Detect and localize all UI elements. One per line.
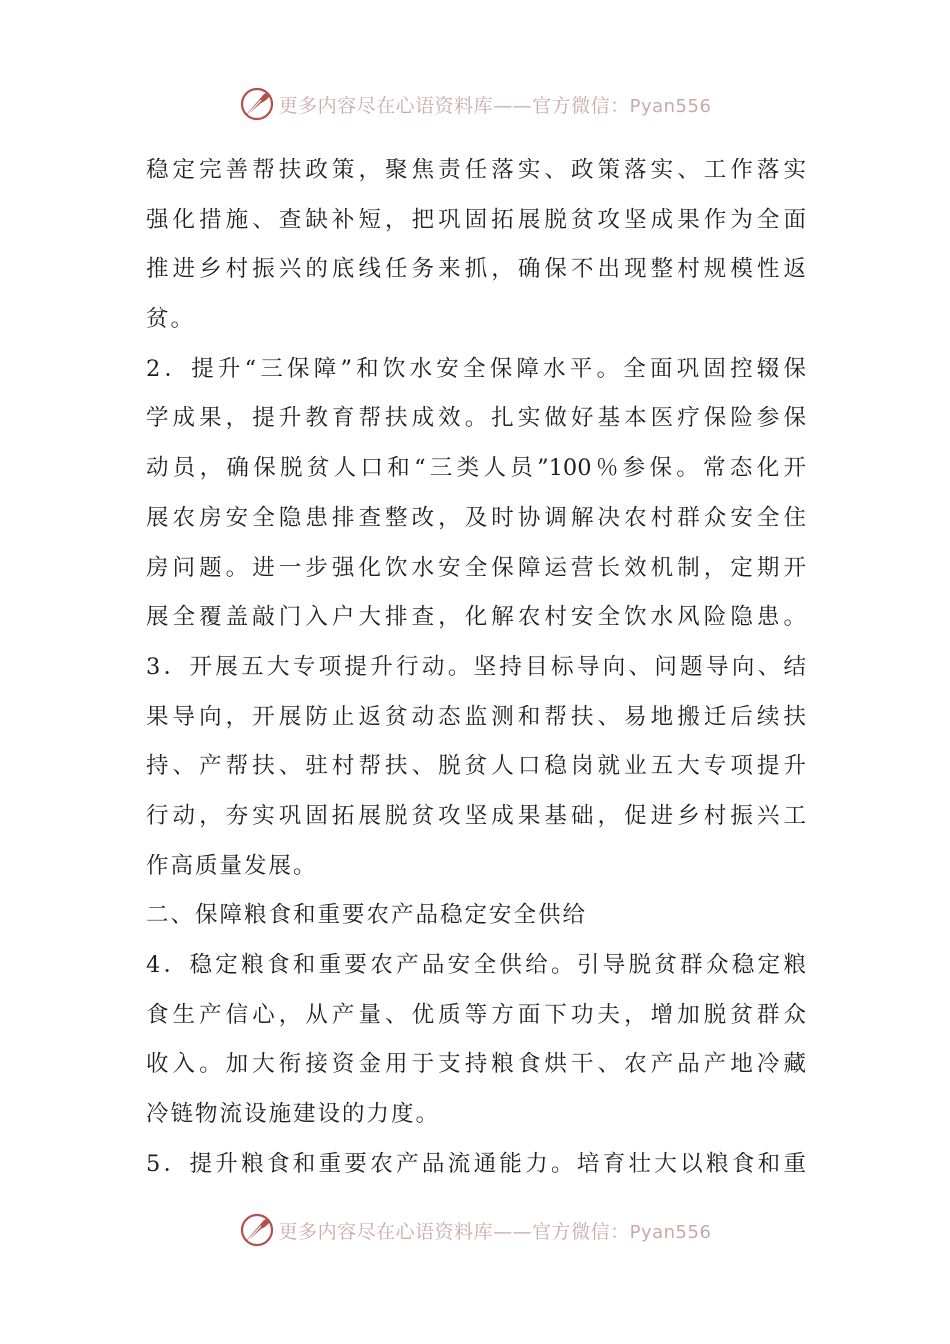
text-line: 食生产信心，从产量、优质等方面下功夫，增加脱贫群众	[146, 1001, 806, 1028]
text-line: 冷链物流设施建设的力度。	[146, 1101, 441, 1128]
text-line: 强化措施、查缺补短，把巩固拓展脱贫攻坚成果作为全面	[146, 206, 806, 233]
text-line: 推进乡村振兴的底线任务来抓，确保不出现整村规模性返	[146, 256, 806, 283]
watermark-banner-top	[0, 82, 950, 126]
watermark-text: 更多内容尽在心语资料库——官方微信：Pyan556	[278, 1220, 712, 1243]
text-line: 动员，确保脱贫人口和“三类人员”100％参保。常态化开	[146, 455, 806, 482]
section-heading: 二、保障粮食和重要农产品稳定安全供给	[146, 902, 588, 929]
text-line: 果导向，开展防止返贫动态监测和帮扶、易地搬迁后续扶	[146, 703, 806, 730]
text-line: 作高质量发展。	[146, 852, 318, 879]
quill-logo-icon	[239, 1212, 275, 1248]
text-line: 稳定完善帮扶政策，聚焦责任落实、政策落实、工作落实	[146, 157, 806, 183]
text-line: 学成果，提升教育帮扶成效。扎实做好基本医疗保险参保	[146, 405, 806, 432]
document-body	[146, 146, 806, 1189]
watermark-text: 更多内容尽在心语资料库——官方微信：Pyan556	[278, 94, 712, 117]
text-line: 2．提升“三保障”和饮水安全保障水平。全面巩固控辍保	[146, 355, 806, 382]
text-line: 4．稳定粮食和重要农产品安全供给。引导脱贫群众稳定粮	[146, 952, 806, 978]
quill-logo-icon	[239, 86, 275, 122]
text-line: 3．开展五大专项提升行动。坚持目标导向、问题导向、结	[146, 653, 806, 680]
text-line: 展农房安全隐患排查整改，及时协调解决农村群众安全住	[146, 504, 806, 531]
text-line: 房问题。进一步强化饮水安全保障运营长效机制，定期开	[146, 554, 806, 581]
text-line: 行动，夯实巩固拓展脱贫攻坚成果基础，促进乡村振兴工	[146, 802, 806, 829]
watermark-banner-bottom	[0, 1208, 950, 1252]
text-line: 持、产帮扶、驻村帮扶、脱贫人口稳岗就业五大专项提升	[146, 753, 806, 780]
text-line: 贫。	[146, 306, 196, 333]
text-line: 展全覆盖敲门入户大排查，化解农村安全饮水风险隐患。	[146, 604, 806, 631]
text-line: 5．提升粮食和重要农产品流通能力。培育壮大以粮食和重	[146, 1150, 806, 1177]
text-line: 收入。加大衔接资金用于支持粮食烘干、农产品产地冷藏	[146, 1051, 806, 1078]
